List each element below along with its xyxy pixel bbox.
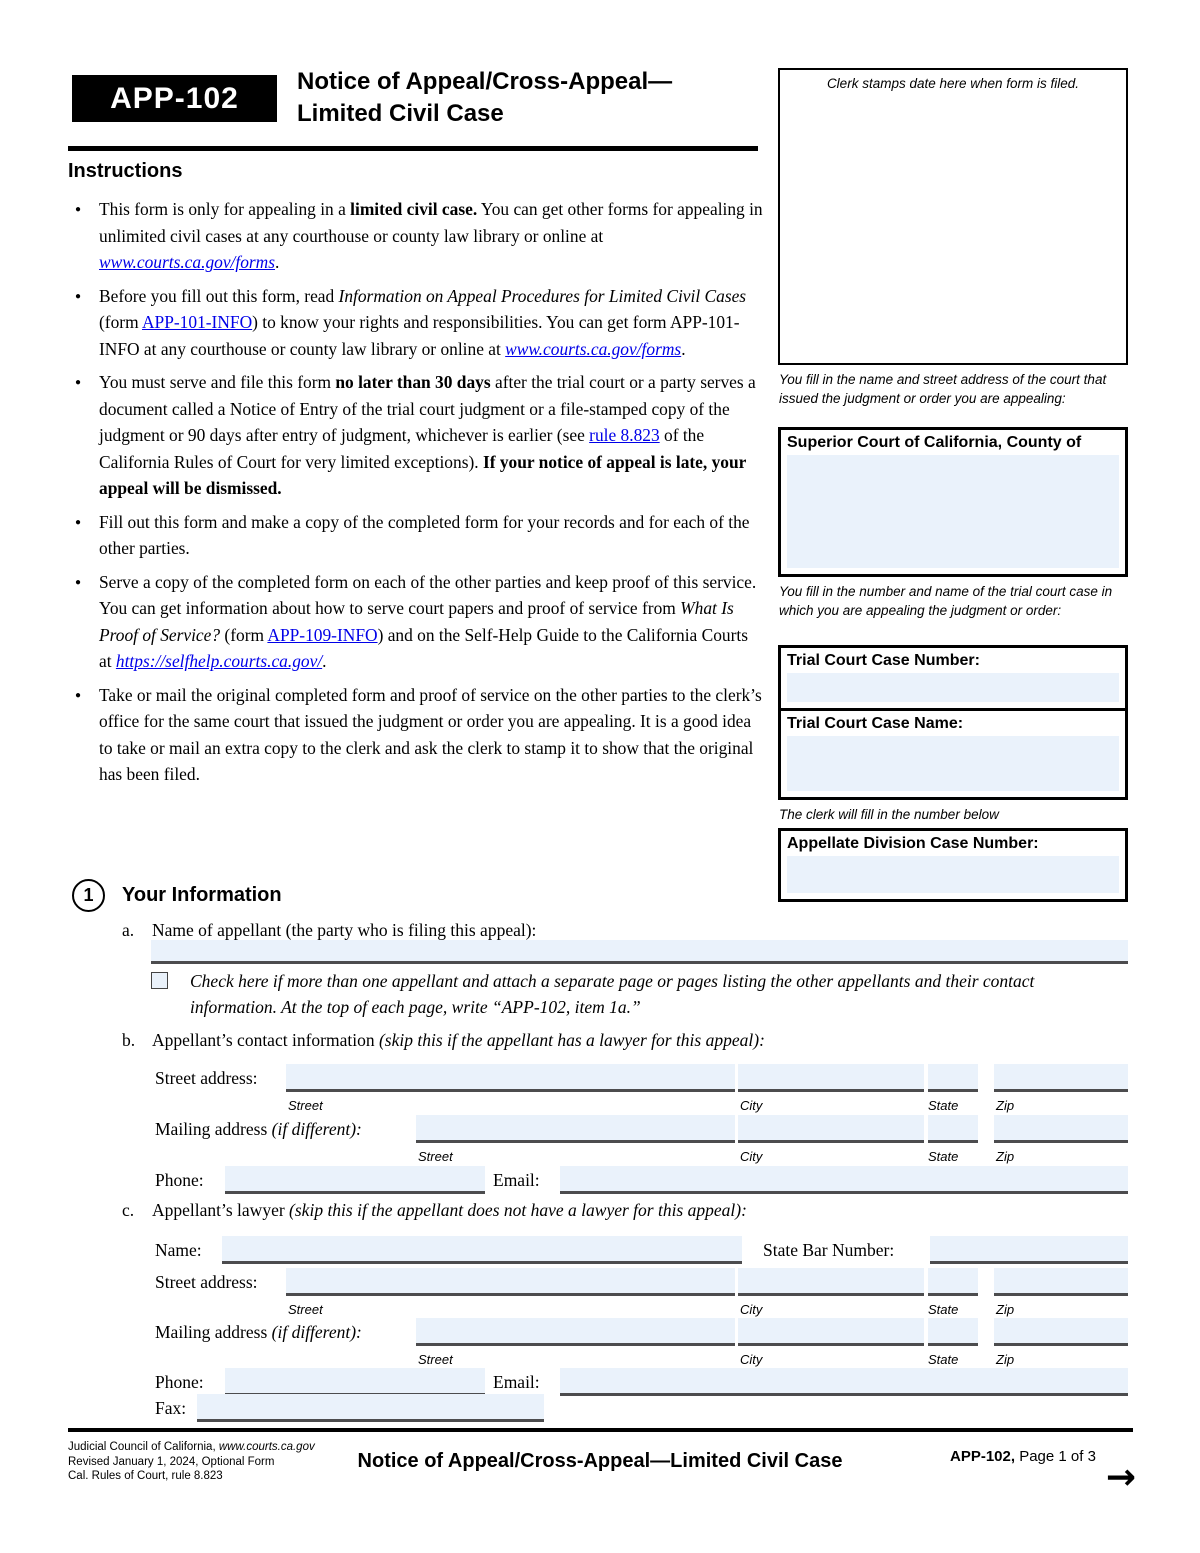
text-segment: after the trial court or a party serves a document called a Notice of Entry of the trial court judgment or a file-stamped copy of the judgment or 90 days after entry of judgment, whichever is earlier (see <box>99 372 756 445</box>
instructions-list <box>68 196 764 795</box>
courts-forms-link[interactable]: www.courts.ca.gov/forms <box>505 338 682 359</box>
header-rule <box>68 146 758 151</box>
courts-forms-link[interactable]: www.courts.ca.gov/forms <box>99 252 276 272</box>
lawyer-phone-field[interactable] <box>225 1368 485 1396</box>
instruction-bullet <box>68 283 764 363</box>
section-1-number: 1 <box>72 879 105 912</box>
form-code-badge: APP-102 <box>72 75 277 122</box>
item-a-letter: a. <box>122 920 135 940</box>
street-address-label: Street address: <box>155 1272 258 1292</box>
lawyer-email-field[interactable] <box>560 1368 1128 1396</box>
text-segment: Serve a copy of the completed form on each of the other parties and keep proof of this service. You can get information about how to serve court papers and proof of service from <box>99 571 757 618</box>
appellant-state-field[interactable] <box>928 1064 978 1092</box>
text-segment: If your notice of appeal is late, your appeal will be dismissed. <box>99 451 747 498</box>
item-b-letter: b. <box>122 1030 136 1050</box>
app-101-info-link[interactable]: APP-101-INFO <box>141 312 253 332</box>
state-sublabel: State <box>928 1352 959 1367</box>
text-segment: www.courts.ca.gov <box>218 1441 315 1453</box>
state-sublabel: State <box>928 1149 959 1164</box>
email-label: Email: <box>493 1372 540 1392</box>
text-segment: Before you fill out this form, read <box>99 285 339 306</box>
city-sublabel: City <box>740 1302 763 1317</box>
lawyer-fax-field[interactable] <box>197 1394 544 1422</box>
zip-sublabel: Zip <box>996 1149 1015 1164</box>
superior-court-field[interactable] <box>787 455 1119 568</box>
appellant-street-field[interactable] <box>286 1064 735 1092</box>
text-segment: Take or mail the original completed form and proof of service on the other parties to the clerk’s office for the same court that issued the judgment or order you are appealing. It is a good idea to take or mail an extra copy to the clerk and ask the clerk to stamp it to show that the original has been filed. <box>99 684 762 784</box>
mailing-address-label <box>155 1119 362 1140</box>
zip-sublabel: Zip <box>996 1352 1015 1367</box>
lawyer-mailing-zip-field[interactable] <box>994 1318 1128 1346</box>
lawyer-zip-field[interactable] <box>994 1268 1128 1296</box>
text-segment: You must serve and file this form <box>99 372 336 392</box>
state-bar-number-field[interactable] <box>930 1236 1128 1264</box>
city-sublabel: City <box>740 1149 763 1164</box>
rule-8823-link[interactable]: rule 8.823 <box>589 425 660 445</box>
multiple-appellants-checkbox[interactable] <box>151 972 168 989</box>
text-segment: Appellant’s contact information <box>152 1030 379 1050</box>
item-a-label <box>152 920 536 941</box>
trial-case-name-field[interactable] <box>787 736 1119 791</box>
text-segment: (skip this if the appellant has a lawyer for this appeal): <box>378 1030 765 1050</box>
text-segment: . <box>275 252 280 272</box>
text-segment: You can get other forms for appealing in unlimited civil cases at any courthouse or county law library or online at <box>99 199 763 246</box>
appellate-case-number-box <box>778 828 1128 902</box>
appellant-email-field[interactable] <box>560 1166 1128 1194</box>
lawyer-street-field[interactable] <box>286 1268 735 1296</box>
zip-sublabel: Zip <box>996 1302 1015 1317</box>
clerk-stamp-box <box>778 68 1128 365</box>
appellate-case-number-field[interactable] <box>787 856 1119 893</box>
text-segment: ) to know your rights and responsibilities. You can get form APP-101-INFO at any courthouse or county law library or online at <box>99 312 740 359</box>
street-sublabel: Street <box>418 1149 453 1164</box>
item-b-label <box>152 1030 765 1051</box>
street-address-label: Street address: <box>155 1068 258 1088</box>
clerk-number-note: The clerk will fill in the number below <box>779 807 999 822</box>
street-sublabel: Street <box>418 1352 453 1367</box>
trial-case-note: You fill in the number and name of the trial court case in which you are appealing the judgment or order: <box>779 584 1113 618</box>
trial-case-number-field[interactable] <box>787 673 1119 702</box>
email-label: Email: <box>493 1170 540 1190</box>
text-segment: Fill out this form and make a copy of the completed form for your records and for each of the other parties. <box>99 511 750 558</box>
footer-form-title: Notice of Appeal/Cross-Appeal—Limited Civil Case <box>357 1450 843 1472</box>
appellant-city-field[interactable] <box>738 1064 924 1092</box>
state-bar-number-label: State Bar Number: <box>763 1240 895 1260</box>
instruction-bullet <box>68 682 764 788</box>
instruction-bullet <box>68 569 764 675</box>
lawyer-name-field[interactable] <box>222 1236 742 1264</box>
form-title-line2: Limited Civil Case <box>297 100 504 127</box>
appellant-mailing-street-field[interactable] <box>416 1115 735 1143</box>
text-segment: Name of appellant (the party who is filing this appeal): <box>152 920 537 940</box>
street-sublabel: Street <box>288 1098 323 1113</box>
text-segment: (form <box>220 624 268 645</box>
instruction-bullet <box>68 509 764 562</box>
fax-label: Fax: <box>155 1398 187 1418</box>
text-segment: (form <box>99 312 142 332</box>
text-segment: no later than 30 days <box>335 372 491 392</box>
lawyer-mailing-city-field[interactable] <box>738 1318 924 1346</box>
trial-case-name-box <box>778 708 1128 800</box>
text-segment: This form is only for appealing in a <box>99 199 351 219</box>
appellant-mailing-city-field[interactable] <box>738 1115 924 1143</box>
footer-credit-line3: Cal. Rules of Court, rule 8.823 <box>68 1470 223 1482</box>
lawyer-name-label: Name: <box>155 1240 202 1260</box>
state-sublabel: State <box>928 1302 959 1317</box>
text-segment: Check here if more than one appellant and attach a separate page or pages listing the other appellants and their contact information. At the top of each page, write “APP-102, item 1a.” <box>190 971 1035 1017</box>
appellant-name-field[interactable] <box>151 940 1128 964</box>
multiple-appellants-note <box>190 968 1125 1020</box>
text-segment: (if different): <box>271 1119 362 1139</box>
footer-credit-line2: Revised January 1, 2024, Optional Form <box>68 1455 275 1468</box>
item-c-label <box>152 1200 747 1221</box>
appellant-zip-field[interactable] <box>994 1064 1128 1092</box>
instruction-bullet <box>68 369 764 502</box>
appellant-phone-field[interactable] <box>225 1166 485 1194</box>
footer-rule <box>68 1428 1133 1432</box>
text-segment: limited civil case. <box>350 199 478 219</box>
text-segment: (if different): <box>271 1322 362 1342</box>
text-segment: Information on Appeal Procedures for Limited Civil Cases <box>338 285 747 306</box>
trial-case-name-label: Trial Court Case Name: <box>787 715 964 732</box>
superior-court-label: Superior Court of California, County of <box>787 434 1082 451</box>
phone-label: Phone: <box>155 1372 204 1392</box>
lawyer-state-field[interactable] <box>928 1268 978 1296</box>
clerk-stamp-caption: Clerk stamps date here when form is filed. <box>826 76 1080 91</box>
street-sublabel: Street <box>288 1302 323 1317</box>
section-1-heading: Your Information <box>122 884 282 906</box>
footer-form-code: APP-102, <box>950 1448 1016 1465</box>
lawyer-mailing-street-field[interactable] <box>416 1318 735 1346</box>
state-sublabel: State <box>928 1098 959 1113</box>
instructions-heading: Instructions <box>68 160 183 182</box>
appellant-mailing-zip-field[interactable] <box>994 1115 1128 1143</box>
phone-label: Phone: <box>155 1170 204 1190</box>
text-segment: Judicial Council of California, <box>68 1441 219 1453</box>
appellant-mailing-state-field[interactable] <box>928 1115 978 1143</box>
appellate-case-number-label: Appellate Division Case Number: <box>787 835 1039 852</box>
zip-sublabel: Zip <box>996 1098 1015 1113</box>
form-title-line1: Notice of Appeal/Cross-Appeal— <box>297 68 673 95</box>
text-segment: Mailing address <box>155 1322 272 1342</box>
text-segment: What Is Proof of Service? <box>99 598 734 645</box>
mailing-address-label <box>155 1322 362 1343</box>
next-page-arrow-icon: → <box>1105 1457 1136 1498</box>
text-segment: Appellant’s lawyer <box>152 1200 290 1220</box>
trial-case-number-box <box>778 645 1128 711</box>
text-segment: Mailing address <box>155 1119 272 1139</box>
text-segment: (skip this if the appellant does not have a lawyer for this appeal): <box>289 1200 747 1220</box>
instruction-bullet <box>68 196 764 276</box>
app-109-info-link[interactable]: APP-109-INFO <box>267 624 378 645</box>
text-segment: ) and on the Self-Help Guide to the California Courts at <box>99 624 748 671</box>
form-title <box>297 66 767 130</box>
trial-case-number-label: Trial Court Case Number: <box>787 652 980 669</box>
lawyer-mailing-state-field[interactable] <box>928 1318 978 1346</box>
superior-court-box <box>778 427 1128 577</box>
footer-page-number: Page 1 of 3 <box>1015 1448 1096 1465</box>
lawyer-city-field[interactable] <box>738 1268 924 1296</box>
text-segment: . <box>681 338 686 359</box>
text-segment: . <box>322 651 327 671</box>
city-sublabel: City <box>740 1352 763 1367</box>
item-c-letter: c. <box>122 1200 135 1220</box>
text-segment: of the California Rules of Court for very limited exceptions). <box>99 425 705 472</box>
city-sublabel: City <box>740 1098 763 1113</box>
court-address-note: You fill in the name and street address of the court that issued the judgment or order you are appealing: <box>779 372 1107 406</box>
selfhelp-courts-link[interactable]: https://selfhelp.courts.ca.gov/ <box>115 651 323 671</box>
